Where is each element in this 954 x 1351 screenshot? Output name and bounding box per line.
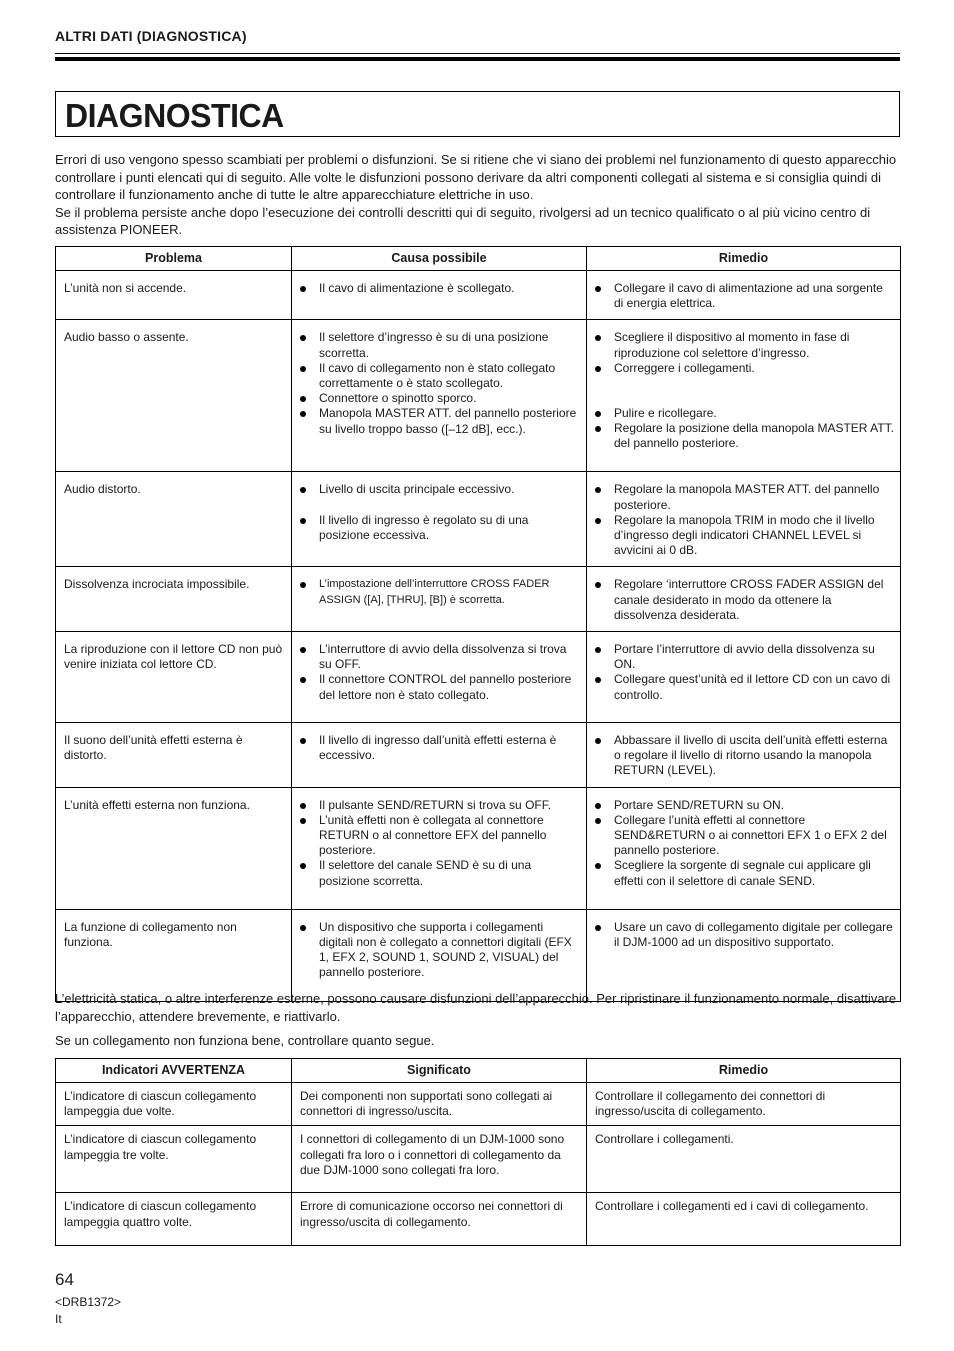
remedy-cell: Controllare i collegamenti ed i cavi di collegamento.: [587, 1193, 901, 1246]
intro-paragraph-2: Se il problema persiste anche dopo l’esecuzione dei controlli descritti qui di seguito, rivolgersi ad un tecnico qualificato o al più vicino centro di assistenza PIONEER.: [55, 204, 871, 238]
header-rule-thick: [55, 57, 900, 61]
column-header-remedy: Rimedio: [587, 247, 901, 271]
problem-cell: Audio basso o assente.: [56, 320, 292, 472]
meaning-cell: I connettori di collegamento di un DJM-1000 sono collegati fra loro o i connettori di collegamento da due DJM-1000 sono collegati fra loro.: [292, 1126, 587, 1193]
problem-cell: L’unità non si accende.: [56, 271, 292, 320]
column-header-indicator: Indicatori AVVERTENZA: [56, 1059, 292, 1083]
remedy-item: Portare SEND/RETURN su ON.: [595, 798, 894, 813]
table-row: [56, 1083, 901, 1126]
cause-item: L’impostazione dell’interruttore CROSS FADER ASSIGN ([A], [THRU], [B]) è scorretta.: [300, 577, 580, 607]
cause-cell: [292, 320, 587, 472]
remedy-item: Regolare la manopola MASTER ATT. del pannello posteriore.: [595, 482, 894, 512]
remedy-item: Portare l’interruttore di avvio della dissolvenza su ON.: [595, 642, 894, 672]
cause-cell: [292, 567, 587, 632]
remedy-item: Usare un cavo di collegamento digitale per collegare il DJM-1000 ad un dispositivo supportato.: [595, 920, 894, 950]
remedy-cell: [587, 567, 901, 632]
remedy-item: Scegliere la sorgente di segnale cui applicare gli effetti con il selettore di canale SEND.: [595, 858, 894, 888]
cause-item: Il pulsante SEND/RETURN si trova su OFF.: [300, 798, 580, 813]
cause-item: Livello di uscita principale eccessivo.: [300, 482, 580, 497]
table-row: [56, 472, 901, 567]
intro-paragraph-1: Errori di uso vengono spesso scambiati per problemi o disfunzioni. Se si ritiene che vi siano dei problemi nel funzionamento di questo apparecchio controllare i punti elencati qui di seguito. Alle volte le disfunzioni possono derivare da altri componenti collegati al sistema e si consiglia quindi di controllare il funzionamento anche di tutte le altre apparecchiature elettriche in uso.: [55, 152, 897, 203]
indicator-cell: L’indicatore di ciascun collegamento lampeggia quattro volte.: [56, 1193, 292, 1246]
cause-item: Manopola MASTER ATT. del pannello posteriore su livello troppo basso ([–12 dB], ecc.).: [300, 406, 580, 436]
remedy-item: Collegare quest’unità ed il lettore CD con un cavo di controllo.: [595, 672, 894, 702]
table-row: [56, 632, 901, 723]
troubleshooting-table: [55, 246, 901, 1002]
table-row: [56, 567, 901, 632]
cause-item: Il selettore del canale SEND è su di una posizione scorretta.: [300, 858, 580, 888]
page-title: DIAGNOSTICA: [65, 97, 284, 134]
cause-item: Connettore o spinotto sporco.: [300, 391, 580, 406]
remedy-item: Scegliere il dispositivo al momento in fase di riproduzione col selettore d’ingresso.: [595, 330, 894, 360]
remedy-cell: [587, 909, 901, 1001]
remedy-item: Collegare l’unità effetti al connettore SEND&RETURN o ai connettori EFX 1 o EFX 2 del pannello posteriore.: [595, 813, 894, 859]
warning-indicator-table: [55, 1058, 901, 1246]
meaning-cell: Errore di comunicazione occorso nei connettori di ingresso/uscita di collegamento.: [292, 1193, 587, 1246]
cause-cell: [292, 723, 587, 788]
table-row: [56, 320, 901, 472]
table-row: [56, 909, 901, 1001]
meaning-cell: Dei componenti non supportati sono collegati ai connettori di ingresso/uscita.: [292, 1083, 587, 1126]
document-code: [55, 1294, 121, 1328]
problem-cell: Il suono dell’unità effetti esterna è distorto.: [56, 723, 292, 788]
table-row: [56, 723, 901, 788]
cause-item: Il livello di ingresso è regolato su di una posizione eccessiva.: [300, 513, 580, 543]
problem-cell: L’unità effetti esterna non funziona.: [56, 787, 292, 909]
column-header-cause: Causa possibile: [292, 247, 587, 271]
remedy-cell: Controllare il collegamento dei connettori di ingresso/uscita di collegamento.: [587, 1083, 901, 1126]
cause-item: Il cavo di alimentazione è scollegato.: [300, 281, 580, 296]
remedy-item: Regolare ‘interruttore CROSS FADER ASSIGN del canale desiderato in modo da ottenere la dissolvenza desiderata.: [595, 577, 894, 623]
cause-item: Il cavo di collegamento non è stato collegato correttamente o è stato scollegato.: [300, 361, 580, 391]
remedy-cell: [587, 320, 901, 472]
remedy-item: Abbassare il livello di uscita dell’unità effetti esterna o regolare il livello di ritorno usando la manopola RETURN (LEVEL).: [595, 733, 894, 779]
title-box: [55, 91, 900, 137]
remedy-item: Regolare la posizione della manopola MASTER ATT. del pannello posteriore.: [595, 421, 894, 451]
table-row: [56, 1193, 901, 1246]
cause-item: L’unità effetti non è collegata al connettore RETURN o al connettore EFX del pannello posteriore.: [300, 813, 580, 859]
remedy-item: Correggere i collegamenti.: [595, 361, 894, 376]
remedy-cell: [587, 723, 901, 788]
column-header-remedy: Rimedio: [587, 1059, 901, 1083]
cause-cell: [292, 787, 587, 909]
page-number: 64: [55, 1270, 74, 1289]
remedy-item: Pulire e ricollegare.: [595, 406, 894, 421]
cause-cell: [292, 632, 587, 723]
intro-text: [55, 151, 901, 239]
header-rule-thin: [55, 53, 900, 54]
cause-item: Il livello di ingresso dall’unità effetti esterna è eccessivo.: [300, 733, 580, 763]
cause-item: Il connettore CONTROL del pannello posteriore del lettore non è stato collegato.: [300, 672, 580, 702]
problem-cell: La riproduzione con il lettore CD non può venire iniziata col lettore CD.: [56, 632, 292, 723]
remedy-cell: [587, 472, 901, 567]
remedy-item: Regolare la manopola TRIM in modo che il livello d’ingresso degli indicatori CHANNEL LEVEL si avvicini ai 0 dB.: [595, 513, 894, 559]
cause-cell: [292, 909, 587, 1001]
table-header-row: [56, 247, 901, 271]
static-note: L’elettricità statica, o altre interferenze esterne, possono causare disfunzioni dell’apparecchio. Per ripristinare il funzionamento normale, disattivare l’apparecchio, attendere brevemente, e riattivarlo.: [55, 991, 897, 1024]
remedy-cell: [587, 632, 901, 723]
remedy-cell: [587, 271, 901, 320]
problem-cell: Audio distorto.: [56, 472, 292, 567]
remedy-spacer: [595, 376, 894, 406]
connection-note: Se un collegamento non funziona bene, controllare quanto segue.: [55, 1033, 435, 1048]
remedy-cell: Controllare i collegamenti.: [587, 1126, 901, 1193]
table-row: [56, 1126, 901, 1193]
remedy-cell: [587, 787, 901, 909]
table-header-row: [56, 1059, 901, 1083]
problem-cell: Dissolvenza incrociata impossibile.: [56, 567, 292, 632]
cause-cell: [292, 271, 587, 320]
cause-item: L’interruttore di avvio della dissolvenza si trova su OFF.: [300, 642, 580, 672]
table-row: [56, 787, 901, 909]
table-row: [56, 271, 901, 320]
indicator-cell: L’indicatore di ciascun collegamento lampeggia due volte.: [56, 1083, 292, 1126]
indicator-cell: L’indicatore di ciascun collegamento lampeggia tre volte.: [56, 1126, 292, 1193]
section-label: ALTRI DATI (DIAGNOSTICA): [55, 28, 247, 44]
cause-cell: [292, 472, 587, 567]
remedy-item: Collegare il cavo di alimentazione ad una sorgente di energia elettrica.: [595, 281, 894, 311]
cause-item: Un dispositivo che supporta i collegamenti digitali non è collegato a connettori digitali (EFX 1, EFX 2, SOUND 1, SOUND 2, VISUAL) del pannello posteriore.: [300, 920, 580, 981]
column-header-meaning: Significato: [292, 1059, 587, 1083]
doc-code: <DRB1372>: [55, 1295, 122, 1309]
problem-cell: La funzione di collegamento non funziona.: [56, 909, 292, 1001]
column-header-problem: Problema: [56, 247, 292, 271]
cause-item: Il selettore d’ingresso è su di una posizione scorretta.: [300, 330, 580, 360]
language-code: It: [55, 1312, 62, 1326]
cause-spacer: [300, 498, 580, 513]
